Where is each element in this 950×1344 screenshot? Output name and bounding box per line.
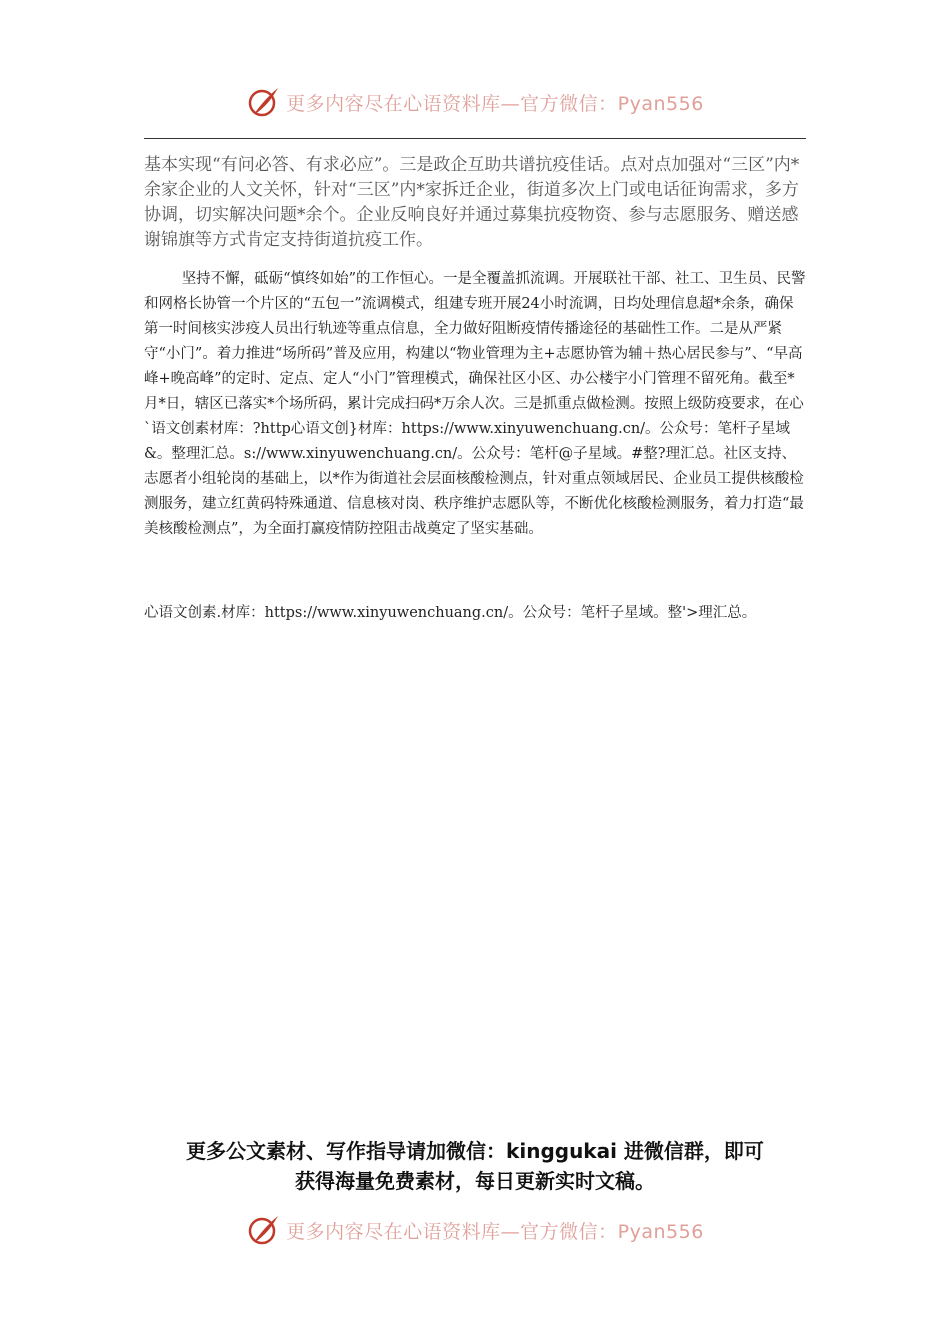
header-banner bbox=[0, 80, 950, 124]
body-paragraph-2: 坚持不懈，砥砺“慎终如始”的工作恒心。一是全覆盖抓流调。开展联社干部、社工、卫生员、民警和网格长协管一个片区的“五包一”流调模式，组建专班开展24小时流调，日均处理信息超*余条，确保第一时间核实涉疫人员出行轨迹等重点信息，全力做好阻断疫情传播途径的基础性工作。二是从严紧守“小门”。着力推进“场所码”普及应用，构建以“物业管理为主+志愿协管为辅＋热心居民参与”、“早高峰+晚高峰”的定时、定点、定人“小门”管理模式，确保社区小区、办公楼宇小门管理不留死角。截至*月*日，辖区已落实*个场所码，累计完成扫码*万余人次。三是抓重点做检测。按照上级防疫要求，在心`语文创素材库：?http心语文创}材库：https://www.xinyuwenchuang.cn/。公众号：笔杆子星域&。整理汇总。s://www.xinyuwenchuang.cn/。公众号：笔杆@子星域。#整?理汇总。社区支持、志愿者小组轮岗的基础上，以*作为街道社会层面核酸检测点，针对重点领域居民、企业员工提供核酸检测服务，建立红黄码特殊通道、信息核对岗、秩序维护志愿队等，不断优化核酸检测服务，着力打造“最美核酸检测点”，为全面打赢疫情防控阻击战奠定了坚实基础。 bbox=[144, 271, 806, 537]
promo-line-1: 更多公文素材、写作指导请加微信：kinggukai 进微信群，即可 bbox=[186, 1139, 764, 1163]
header-banner-text: 更多内容尽在心语资料库—官方微信：Pyan556 bbox=[286, 92, 704, 115]
quill-logo-icon bbox=[246, 1212, 282, 1248]
header-banner-id: Pyan556 bbox=[617, 92, 704, 115]
footer-banner bbox=[0, 1208, 950, 1252]
body-paragraph-1: 基本实现“有问必答、有求必应”。三是政企互助共谱抗疫佳话。点对点加强对“三区”内*余家企业的人文关怀，针对“三区”内*家拆迁企业，街道多次上门或电话征询需求，多方协调，切实解决问题*余个。企业反响良好并通过募集抗疫物资、参与志愿服务、赠送感谢锦旗等方式肯定支持街道抗疫工作。 bbox=[144, 155, 800, 250]
header-divider bbox=[144, 138, 806, 139]
footer-banner-text: 更多内容尽在心语资料库—官方微信：Pyan556 bbox=[286, 1220, 704, 1243]
body-paragraph-3: 心语文创素.材库：https://www.xinyuwenchuang.cn/。公众号：笔杆子星域。整'>理汇总。 bbox=[144, 605, 757, 621]
footer-banner-id: Pyan556 bbox=[617, 1220, 704, 1243]
promo-line-2: 获得海量免费素材，每日更新实时文稿。 bbox=[295, 1169, 655, 1193]
quill-logo-icon bbox=[246, 84, 282, 120]
promo-block bbox=[130, 1136, 820, 1196]
